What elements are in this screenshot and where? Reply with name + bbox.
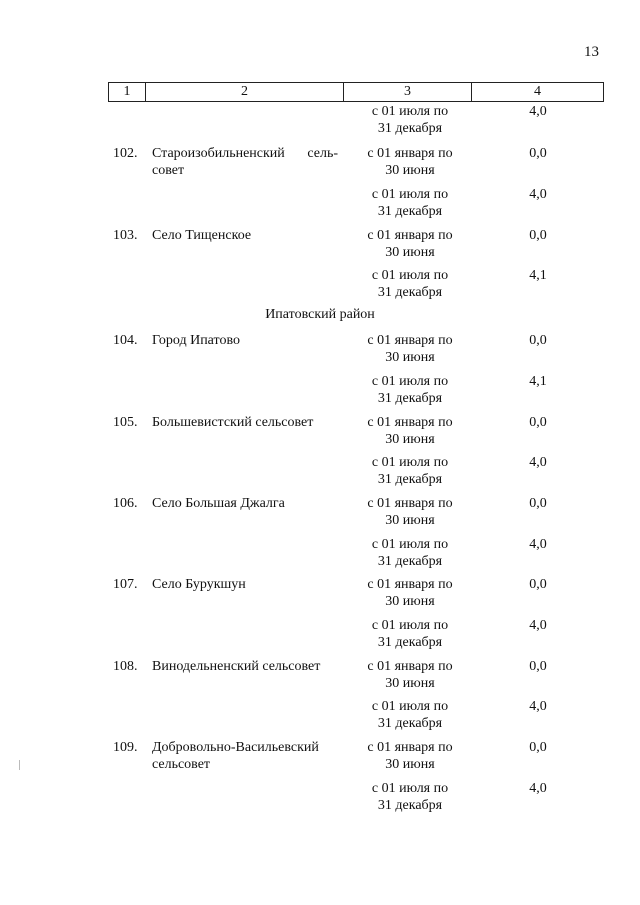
period-cell: с 01 июля по 31 декабря (371, 187, 449, 219)
table-header (108, 82, 604, 102)
value-cell: 4,1 (529, 268, 547, 283)
municipality-name: Староизобильненский сель- совет (152, 146, 338, 178)
value-cell: 4,0 (529, 104, 547, 119)
value-cell: 0,0 (529, 333, 547, 348)
row-number: 109. (113, 740, 138, 755)
row-number: 108. (113, 659, 138, 674)
period-cell: с 01 июля по 31 декабря (371, 618, 449, 650)
header-col-4: 4 (472, 83, 604, 102)
period-cell: с 01 января по 30 июня (367, 740, 453, 772)
value-cell: 4,0 (529, 455, 547, 470)
period-cell: с 01 июля по 31 декабря (371, 699, 449, 731)
period-cell: с 01 июля по 31 декабря (371, 268, 449, 300)
municipality-name: Добровольно-Васильевский сельсовет (152, 740, 319, 772)
municipality-name: Село Большая Джалга (152, 496, 285, 511)
municipality-name: Село Тищенское (152, 228, 252, 243)
row-number: 107. (113, 577, 138, 592)
value-cell: 4,0 (529, 699, 547, 714)
period-cell: с 01 июля по 31 декабря (371, 455, 449, 487)
value-cell: 4,0 (529, 187, 547, 202)
row-number: 105. (113, 415, 138, 430)
row-number: 106. (113, 496, 138, 511)
section-title: Ипатовский район (265, 307, 375, 322)
value-cell: 0,0 (529, 228, 547, 243)
municipality-name: Винодельненский сельсовет (152, 659, 321, 674)
period-cell: с 01 июля по 31 декабря (371, 104, 449, 136)
margin-mark (19, 760, 20, 770)
value-cell: 0,0 (529, 577, 547, 592)
period-cell: с 01 января по 30 июня (367, 577, 453, 609)
header-col-3: 3 (344, 83, 472, 102)
period-cell: с 01 июля по 31 декабря (371, 374, 449, 406)
header-col-1: 1 (109, 83, 146, 102)
value-cell: 0,0 (529, 415, 547, 430)
value-cell: 4,0 (529, 618, 547, 633)
value-cell: 0,0 (529, 659, 547, 674)
period-cell: с 01 января по 30 июня (367, 659, 453, 691)
value-cell: 4,0 (529, 537, 547, 552)
row-number: 104. (113, 333, 138, 348)
row-number: 103. (113, 228, 138, 243)
value-cell: 4,1 (529, 374, 547, 389)
period-cell: с 01 января по 30 июня (367, 415, 453, 447)
value-cell: 4,0 (529, 781, 547, 796)
period-cell: с 01 января по 30 июня (367, 228, 453, 260)
period-cell: с 01 июля по 31 декабря (371, 537, 449, 569)
header-col-2: 2 (146, 83, 344, 102)
value-cell: 0,0 (529, 496, 547, 511)
municipality-name: Большевистский сельсовет (152, 415, 314, 430)
period-cell: с 01 января по 30 июня (367, 333, 453, 365)
municipality-name: Город Ипатово (152, 333, 240, 348)
period-cell: с 01 июля по 31 декабря (371, 781, 449, 813)
value-cell: 0,0 (529, 146, 547, 161)
municipality-name: Село Бурукшун (152, 577, 246, 592)
page-number: 13 (584, 44, 599, 60)
period-cell: с 01 января по 30 июня (367, 146, 453, 178)
row-number: 102. (113, 146, 138, 161)
value-cell: 0,0 (529, 740, 547, 755)
period-cell: с 01 января по 30 июня (367, 496, 453, 528)
